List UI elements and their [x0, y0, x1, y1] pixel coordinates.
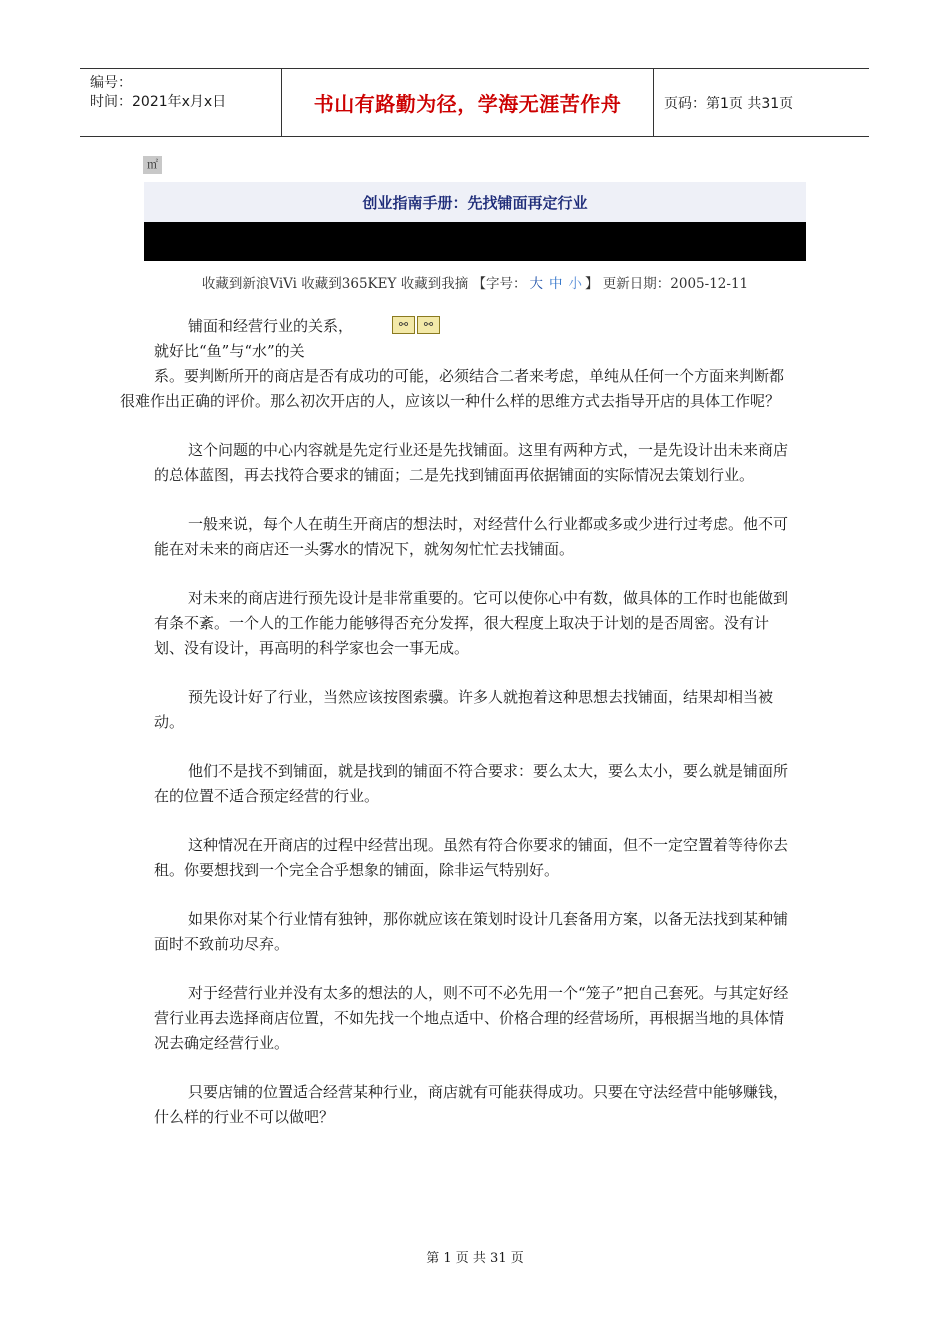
meta-suffix: 】 更新日期：2005-12-11	[585, 276, 749, 292]
font-size-small-link[interactable]: 小	[568, 276, 582, 292]
article-meta	[144, 272, 806, 292]
date-label: 时间：2021年x月x日	[90, 94, 227, 110]
p1-line2: 就好比“鱼”与“水”的关	[154, 342, 305, 360]
paragraph: 如果你对某个行业情有独钟，那你就应该在策划时设计几套备用方案，以备无法找到某种铺面时不致前功尽弃。	[154, 910, 789, 953]
header-table	[80, 68, 869, 137]
paragraph: 这个问题的中心内容就是先定行业还是先找铺面。这里有两种方式，一是先设计出未来商店的总体蓝图，再去找符合要求的铺面；二是先找到铺面再依据铺面的实际情况去策划行业。	[154, 441, 789, 484]
paragraph: 他们不是找不到铺面，就是找到的铺面不符合要求：要么太大，要么太小，要么就是铺面所在的位置不适合预定经营的行业。	[154, 762, 789, 805]
page-footer: 第 1 页 共 31 页	[426, 1251, 524, 1266]
paragraph	[120, 314, 794, 414]
paragraph: 一般来说，每个人在萌生开商店的想法时，对经营什么行业都或多或少进行过考虑。他不可能在对未来的商店还一头雾水的情况下，就匆匆忙忙去找铺面。	[154, 515, 789, 558]
header-motto-cell	[282, 69, 654, 136]
header-left-cell	[80, 69, 282, 136]
article-body	[120, 314, 794, 1154]
paragraph: 对于经营行业并没有太多的想法的人，则不可不必先用一个“笼子”把自己套死。与其定好经营行业再去选择商店位置，不如先找一个地点适中、价格合理的经营场所，再根据当地的具体情况去确定经营行业。	[154, 984, 789, 1052]
link-icon[interactable]: ⚯	[417, 316, 440, 334]
meta-prefix[interactable]: 收藏到新浪ViVi 收藏到365KEY 收藏到我摘 【字号：	[201, 276, 527, 292]
page-info: 页码：第1页 共31页	[664, 95, 794, 112]
font-size-mid-link[interactable]: 中	[549, 276, 563, 292]
paragraph: 对未来的商店进行预先设计是非常重要的。它可以使你心中有数，做具体的工作时也能做到有条不紊。一个人的工作能力能够得否充分发挥，很大程度上取决于计划的是否周密。没有计划、没有设计，再高明的科学家也会一事无成。	[154, 589, 789, 657]
serial-label: 编号：	[90, 75, 132, 91]
paragraph: 只要店铺的位置适合经营某种行业，商店就有可能获得成功。只要在守法经营中能够赚钱，什么样的行业不可以做吧？	[154, 1083, 789, 1126]
square-meter-badge: ㎡	[143, 156, 162, 174]
paragraph: 这种情况在开商店的过程中经营出现。虽然有符合你要求的铺面，但不一定空置着等待你去租。你要想找到一个完全合乎想象的铺面，除非运气特别好。	[154, 836, 789, 879]
article-title: 创业指南手册：先找铺面再定行业	[362, 193, 588, 212]
font-size-large-link[interactable]: 大	[529, 276, 543, 292]
p1-rest: 系。要判断所开的商店是否有成功的可能，必须结合二者来考虑，单纯从任何一个方面来判断都很难作出正确的评价。那么初次开店的人，应该以一种什么样的思维方式去指导开店的具体工作呢？	[120, 367, 785, 410]
motto: 书山有路勤为径，学海无涯苦作舟	[313, 92, 622, 116]
black-banner	[144, 222, 806, 261]
article-title-bar	[144, 182, 806, 222]
p1-line1: 铺面和经营行业的关系，	[188, 317, 354, 335]
link-icon[interactable]: ⚯	[392, 316, 415, 334]
header-page-cell	[654, 69, 869, 136]
paragraph: 预先设计好了行业，当然应该按图索骥。许多人就抱着这种思想去找铺面，结果却相当被动。	[154, 688, 774, 731]
